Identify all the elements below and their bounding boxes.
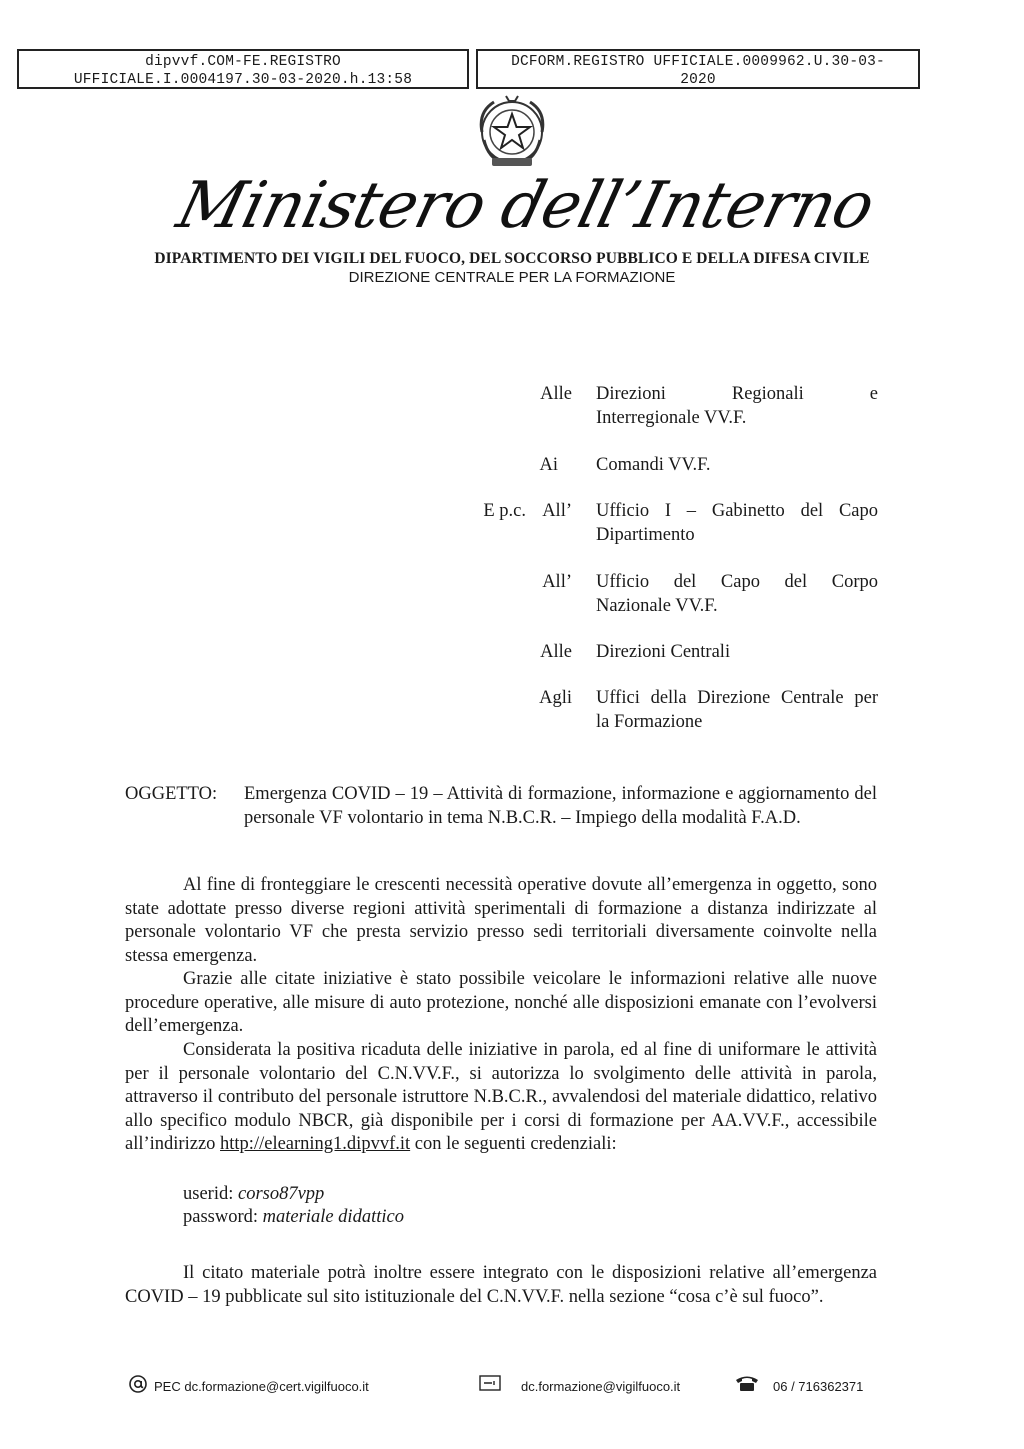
recipient-1-prefix: Alle xyxy=(540,384,572,404)
recipient-3-name-cont: Dipartimento xyxy=(596,525,695,545)
credential-userid xyxy=(183,1182,324,1206)
recipient-1-name-cont: Interregionale VV.F. xyxy=(596,408,747,428)
protocol-stamp-right xyxy=(476,49,920,89)
recipient-epc-label: E p.c. xyxy=(483,501,526,521)
body-paragraph-3 xyxy=(125,1039,877,1157)
recipient-1-name: Direzioni Regionali e xyxy=(596,384,878,404)
recipient-4-prefix: All’ xyxy=(542,572,572,592)
protocol-stamp-left xyxy=(17,49,469,89)
body-paragraph-2 xyxy=(125,968,877,1039)
recipient-4-name-cont: Nazionale VV.F. xyxy=(596,596,718,616)
recipient-5-prefix: Alle xyxy=(540,642,572,662)
recipient-3-prefix: All’ xyxy=(542,501,572,521)
at-sign-icon xyxy=(128,1374,148,1394)
recipient-4-name: Ufficio del Capo del Corpo xyxy=(596,572,878,592)
ministry-title-script: Ministero dell’Interno xyxy=(170,169,881,243)
direction-heading: DIREZIONE CENTRALE PER LA FORMAZIONE xyxy=(348,269,676,286)
footer-mail[interactable]: dc.formazione@vigilfuoco.it xyxy=(521,1379,681,1394)
recipient-2-prefix: Ai xyxy=(539,455,558,475)
telephone-icon xyxy=(734,1374,760,1392)
body-paragraph-1-text: Al fine di fronteggiare le crescenti necessità operative dovute all’emergenza in oggetto, sono state adottate presso diverse regioni attività sperimentali di formazione a distanza indirizzate al personale volontario VF che presta servizio presso sedi territoriali diversamente coinvolte nella stessa emergenza. xyxy=(125,875,877,966)
body-paragraph-3-tail: con le seguenti credenziali: xyxy=(414,1134,617,1154)
recipient-3-name: Ufficio I – Gabinetto del Capo xyxy=(596,501,878,521)
body-paragraph-3-text: Considerata la positiva ricaduta delle iniziative in parola, ed al fine di uniformare le attività per il personale volontario del C.N.VV.F., si autorizza lo svolgimento delle attività in parola, attraverso il contributo del personale istruttore N.B.C.R., avvalendosi del materiale didattico, relativo allo specifico modulo NBCR, già disponibile per i corsi di formazione per AA.VV.F., accessibile all’indirizzo xyxy=(125,1040,877,1154)
body-paragraph-2-text: Grazie alle citate iniziative è stato possibile veicolare le informazioni relative alle nuove procedure operative, alle misure di auto protezione, nonché alle disposizioni emanate con l’evolversi dell’emergenza. xyxy=(125,969,877,1036)
recipient-5-name: Direzioni Centrali xyxy=(596,642,731,662)
stamp-right-line-2: 2020 xyxy=(680,72,716,88)
subject-text: Emergenza COVID – 19 – Attività di formazione, informazione e aggiornamento del personale VF volontario in tema N.B.C.R. – Impiego della modalità F.A.D. xyxy=(244,784,877,828)
recipient-2-name: Comandi VV.F. xyxy=(596,455,711,475)
password-value: materiale didattico xyxy=(262,1207,404,1227)
userid-label: userid: xyxy=(183,1184,234,1204)
subject-label: OGGETTO: xyxy=(125,784,218,804)
envelope-icon xyxy=(479,1374,501,1392)
stamp-right-line-1: DCFORM.REGISTRO UFFICIALE.0009962.U.30-03- xyxy=(511,54,885,70)
elearning-link[interactable]: http://elearning1.dipvvf.it xyxy=(220,1134,411,1154)
userid-value: corso87vpp xyxy=(237,1184,325,1204)
credential-password xyxy=(183,1205,404,1229)
stamp-left-line-2: UFFICIALE.I.0004197.30-03-2020.h.13:58 xyxy=(73,72,413,88)
body-paragraph-4 xyxy=(125,1262,877,1309)
stamp-left-line-1: dipvvf.COM-FE.REGISTRO xyxy=(145,54,341,70)
body-paragraph-1 xyxy=(125,874,877,968)
italian-republic-emblem-icon xyxy=(470,92,554,176)
department-heading: DIPARTIMENTO DEI VIGILI DEL FUOCO, DEL SOCCORSO PUBBLICO E DELLA DIFESA CIVILE xyxy=(154,250,870,267)
recipient-6-name-cont: la Formazione xyxy=(596,712,703,732)
recipient-6-name: Uffici della Direzione Centrale per xyxy=(596,688,878,708)
footer-phone[interactable]: 06 / 716362371 xyxy=(773,1379,864,1394)
body-paragraph-4-text: Il citato materiale potrà inoltre essere integrato con le disposizioni relative all’emergenza COVID – 19 pubblicate sul sito istituzionale del C.N.VV.F. nella sezione “cosa c’è sul fuoco”. xyxy=(125,1263,877,1307)
recipient-6-prefix: Agli xyxy=(539,688,572,708)
footer-pec[interactable]: PEC dc.formazione@cert.vigilfuoco.it xyxy=(154,1379,369,1394)
password-label: password: xyxy=(183,1207,259,1227)
